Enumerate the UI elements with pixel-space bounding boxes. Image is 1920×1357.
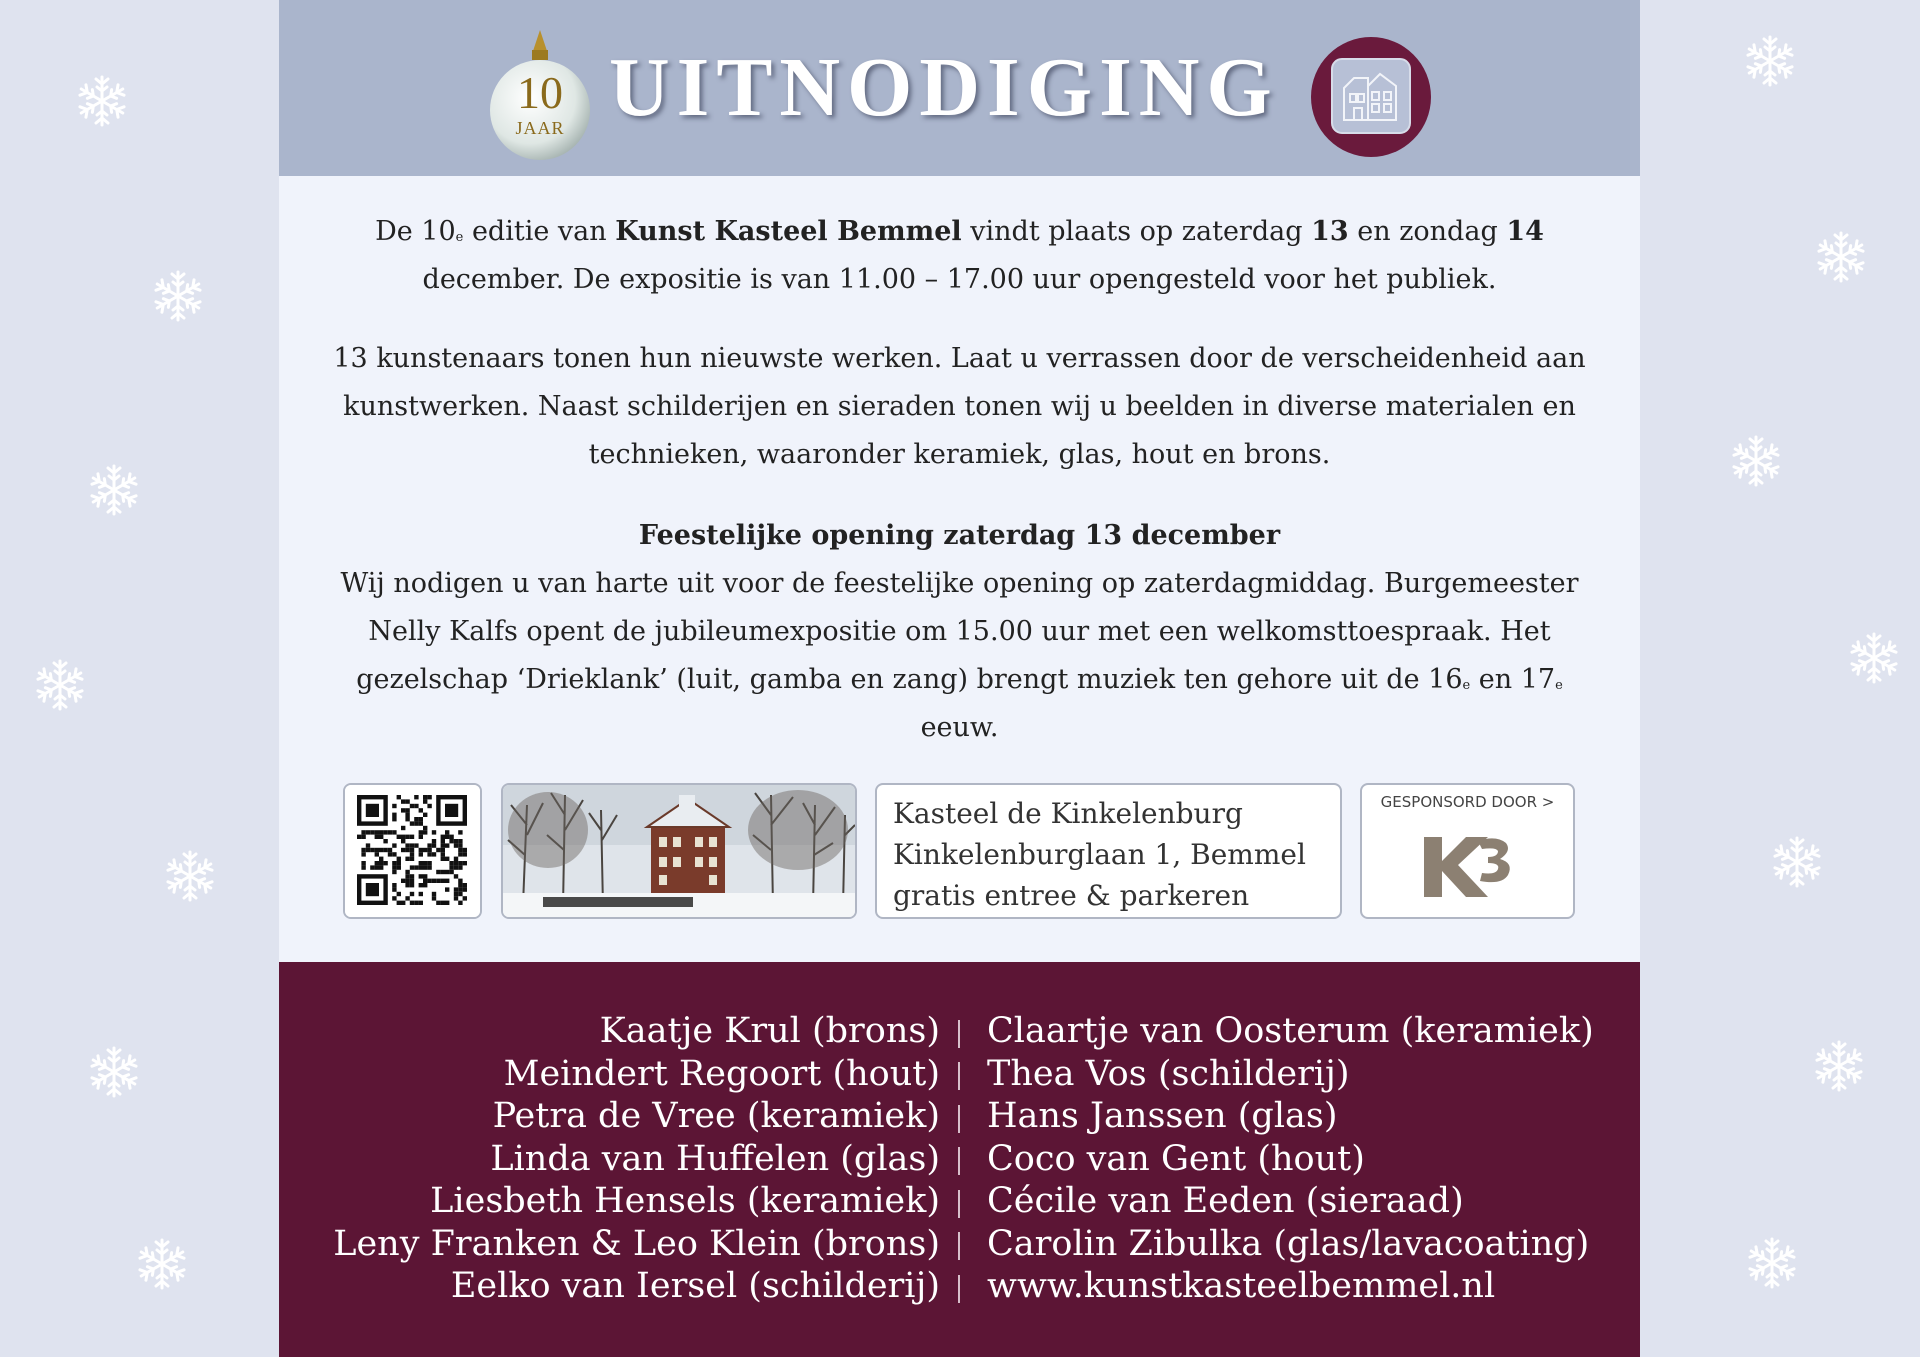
- venue-name: Kasteel de Kinkelenburg: [893, 797, 1243, 830]
- ornament-number: 10: [517, 67, 563, 118]
- snowflake-icon: [1769, 834, 1825, 890]
- snowflake-icon: [1811, 1038, 1867, 1094]
- sponsor-label: GESPONSORD DOOR >: [1380, 793, 1555, 811]
- website-link[interactable]: www.kunstkasteelbemmel.nl: [987, 1266, 1496, 1306]
- list-item: Eelko van Iersel (schilderij): [450, 1266, 940, 1306]
- list-item: Claartje van Oosterum (keramiek): [987, 1011, 1594, 1051]
- list-item: Hans Janssen (glas): [987, 1096, 1338, 1136]
- k3-logo: [1422, 831, 1514, 903]
- divider: [958, 1275, 960, 1303]
- opening-paragraph: Feestelijke opening zaterdag 13 december Wij nodigen u van harte uit voor de feestelijke opening op zaterdagmiddag. Burgemeester Nelly Kalfs opent de jubileumexpositie om 15.00 uur met een welkomsttoespraak. Het gezelschap ‘Drieklank’ (luit, gamba en zang) brengt muziek ten gehore uit de 16e en 17e eeuw.: [340, 520, 1579, 743]
- artists-list-right: [987, 1010, 1594, 1308]
- list-item: Petra de Vree (keramiek): [492, 1096, 940, 1136]
- page-title: UITNODIGING: [609, 41, 1279, 134]
- list-item: Carolin Zibulka (glas/lavacoating): [987, 1223, 1590, 1264]
- snowflake-icon: [1846, 630, 1902, 686]
- divider: [958, 1147, 960, 1175]
- list-item: Cécile van Eeden (sieraad): [987, 1181, 1464, 1221]
- snowflake-icon: [1744, 1235, 1800, 1291]
- snowflake-icon: [1813, 229, 1869, 285]
- snowflake-icon: [86, 462, 142, 518]
- invitation-card: [279, 0, 1640, 1357]
- ornament-label: JAAR: [515, 118, 565, 138]
- snowflake-icon: [1728, 433, 1784, 489]
- castle-icon: [1310, 36, 1432, 158]
- intro-paragraph-1: De 10e editie van Kunst Kasteel Bemmel vindt plaats op zaterdag 13 en zondag 14 december. De expositie is van 11.00 – 17.00 uur opengesteld voor het publiek.: [375, 216, 1544, 295]
- header-banner: [279, 0, 1640, 176]
- list-item: Leny Franken & Leo Klein (brons): [333, 1223, 940, 1264]
- venue-note: gratis entree & parkeren: [893, 879, 1250, 912]
- venue-street: Kinkelenburglaan 1, Bemmel: [893, 838, 1306, 871]
- artists-footer: [279, 962, 1640, 1357]
- divider: [958, 1020, 960, 1048]
- sponsor-box[interactable]: [1360, 783, 1575, 919]
- list-item: Thea Vos (schilderij): [987, 1053, 1350, 1094]
- snowflake-icon: [1742, 33, 1798, 89]
- divider: [958, 1062, 960, 1090]
- snowflake-icon: [86, 1044, 142, 1100]
- opening-heading: Feestelijke opening zaterdag 13 december: [638, 520, 1281, 551]
- divider: [958, 1190, 960, 1218]
- artists-list-left: [333, 1010, 940, 1308]
- divider: [958, 1232, 960, 1260]
- castle-photo: [501, 783, 857, 919]
- list-item: Linda van Huffelen (glas): [490, 1138, 940, 1179]
- exhibition-name: Kunst Kasteel Bemmel: [615, 216, 962, 247]
- divider: [958, 1105, 960, 1133]
- list-item: Meindert Regoort (hout): [503, 1053, 940, 1094]
- venue-address: [875, 783, 1342, 919]
- list-item: Coco van Gent (hout): [987, 1138, 1365, 1179]
- snowflake-icon: [74, 73, 130, 129]
- christmas-ornament-icon: [485, 24, 595, 160]
- snowflake-icon: [134, 1236, 190, 1292]
- snowflake-icon: [32, 657, 88, 713]
- intro-paragraph-2: 13 kunstenaars tonen hun nieuwste werken. Laat u verrassen door de verscheidenheid aan kunstwerken. Naast schilderijen en sieraden tonen wij u beelden in diverse materialen en technieken, waaronder keramiek, glas, hout en brons.: [333, 343, 1586, 470]
- qr-code[interactable]: [343, 783, 482, 919]
- list-item: Kaatje Krul (brons): [599, 1011, 940, 1051]
- list-item: Liesbeth Hensels (keramiek): [430, 1181, 940, 1221]
- snowflake-icon: [162, 848, 218, 904]
- snowflake-icon: [150, 268, 206, 324]
